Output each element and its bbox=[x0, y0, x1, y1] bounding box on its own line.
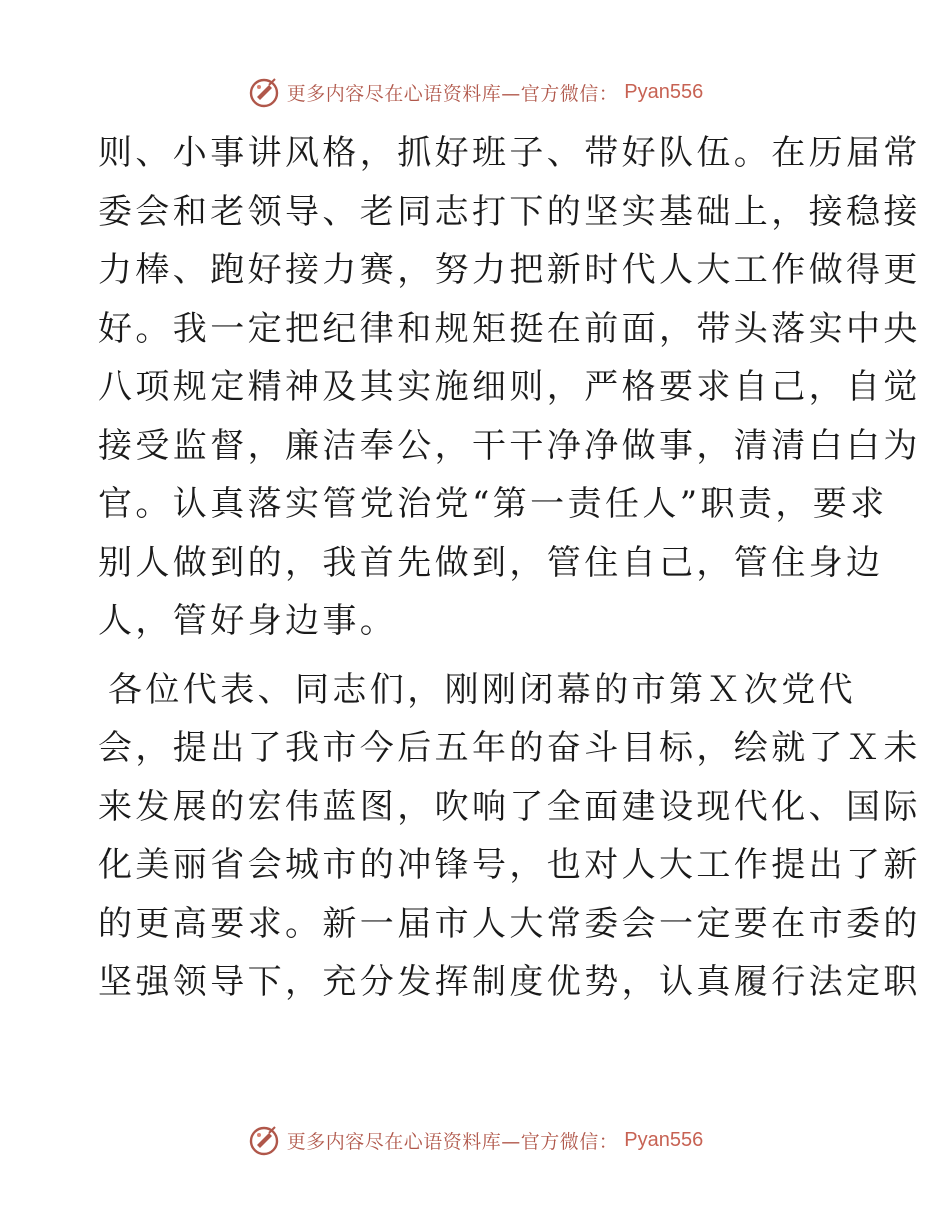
header-watermark bbox=[0, 72, 950, 112]
text-line: 各位代表、同志们，刚刚闭幕的市第Ｘ次党代 bbox=[108, 669, 856, 710]
text-line: 好。我一定把纪律和规矩挺在前面，带头落实中央 bbox=[98, 308, 921, 349]
text-line: 则、小事讲风格，抓好班子、带好队伍。在历届常 bbox=[98, 133, 921, 173]
text-line: 接受监督，廉洁奉公，干干净净做事，清清白白为 bbox=[98, 425, 921, 466]
text-line: 坚强领导下，充分发挥制度优势，认真履行法定职 bbox=[98, 962, 921, 1002]
quill-seal-icon bbox=[247, 75, 281, 109]
text-line: 委会和老领导、老同志打下的坚实基础上，接稳接 bbox=[98, 191, 921, 232]
text-line: 来发展的宏伟蓝图，吹响了全面建设现代化、国际 bbox=[98, 786, 921, 827]
quill-seal-icon bbox=[247, 1123, 281, 1157]
text-line: 人，管好身边事。 bbox=[98, 601, 398, 641]
paragraph-1 bbox=[98, 124, 921, 651]
text-line: 别人做到的，我首先做到，管住自己，管住身边 bbox=[98, 542, 884, 583]
text-line: 化美丽省会城市的冲锋号，也对人大工作提出了新 bbox=[98, 845, 921, 885]
document-body bbox=[98, 124, 921, 1012]
paragraph-spacer bbox=[98, 651, 858, 661]
paragraph-2 bbox=[98, 661, 921, 1012]
text-line: 力棒、跑好接力赛，努力把新时代人大工作做得更 bbox=[98, 250, 921, 290]
watermark-handle: Pyan556 bbox=[624, 1128, 704, 1151]
text-line: 八项规定精神及其实施细则，严格要求自己，自觉 bbox=[98, 367, 921, 407]
watermark-handle: Pyan556 bbox=[624, 80, 704, 103]
watermark-text: 更多内容尽在心语资料库—官方微信： bbox=[286, 82, 619, 105]
text-line: 会，提出了我市今后五年的奋斗目标，绘就了Ｘ未 bbox=[98, 728, 921, 768]
text-line: 官。认真落实管党治党“第一责任人”职责，要求 bbox=[98, 484, 888, 524]
footer-watermark bbox=[0, 1120, 950, 1160]
text-line: 的更高要求。新一届市人大常委会一定要在市委的 bbox=[98, 903, 921, 944]
watermark-text: 更多内容尽在心语资料库—官方微信： bbox=[286, 1130, 619, 1153]
